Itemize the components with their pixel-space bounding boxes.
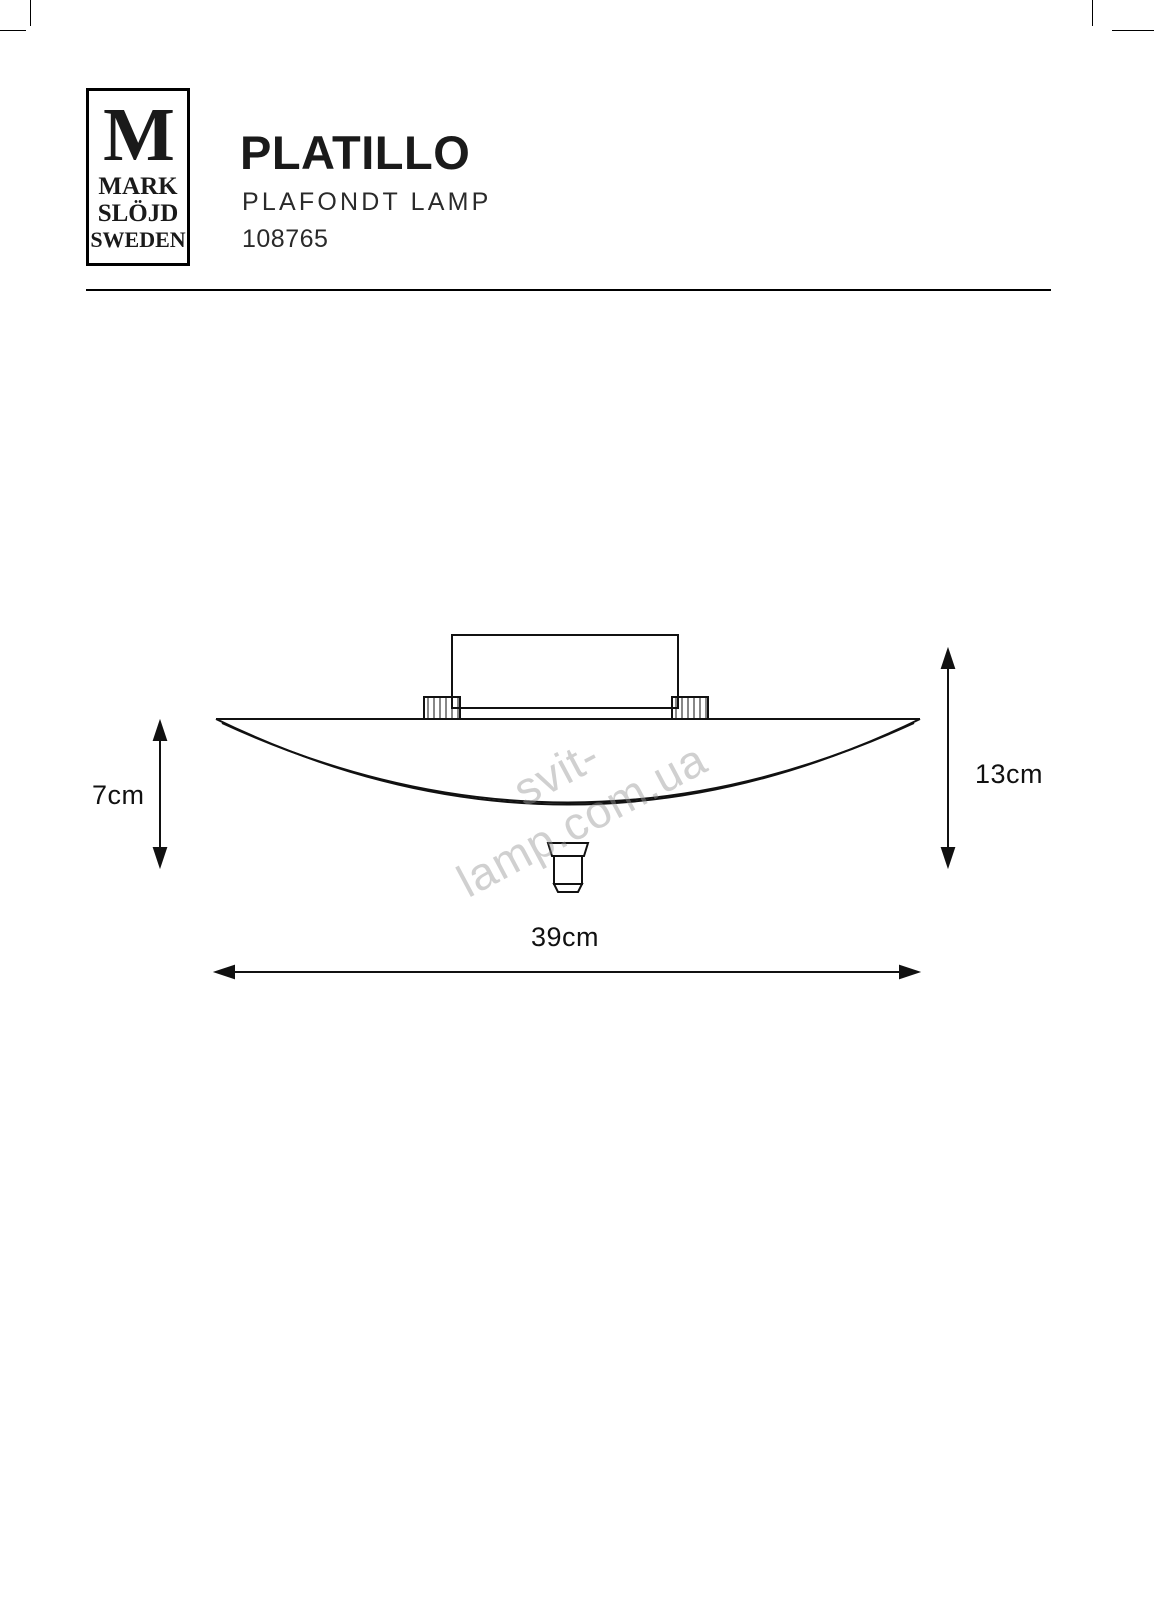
brand-logo (86, 88, 190, 266)
watermark-text: svit-lamp.com.ua (448, 728, 715, 908)
document-header (86, 88, 1070, 268)
product-code-label: 108765 (242, 225, 329, 253)
dimension-label-height-right: 13cm (975, 759, 1044, 789)
crop-mark-top-right-horizontal (1112, 30, 1154, 31)
logo-line-sweden: SWEDEN (90, 227, 186, 252)
header-divider (86, 289, 1051, 291)
product-dimension-drawing (0, 560, 1154, 1060)
logo-line-mark: MARK (98, 173, 178, 200)
crop-mark-top-right-vertical (1092, 0, 1093, 26)
logo-monogram: M (103, 93, 173, 177)
dimension-label-height-left: 7cm (92, 780, 145, 810)
product-type-label: PLAFONDT LAMP (242, 188, 492, 216)
page-title: PLATILLO (240, 126, 471, 179)
crop-mark-top-left-vertical (30, 0, 31, 26)
logo-line-slojd: SLÖJD (97, 200, 179, 227)
crop-mark-top-left-horizontal (0, 30, 26, 31)
product-titles (240, 126, 492, 256)
dimension-label-width: 39cm (531, 922, 600, 952)
